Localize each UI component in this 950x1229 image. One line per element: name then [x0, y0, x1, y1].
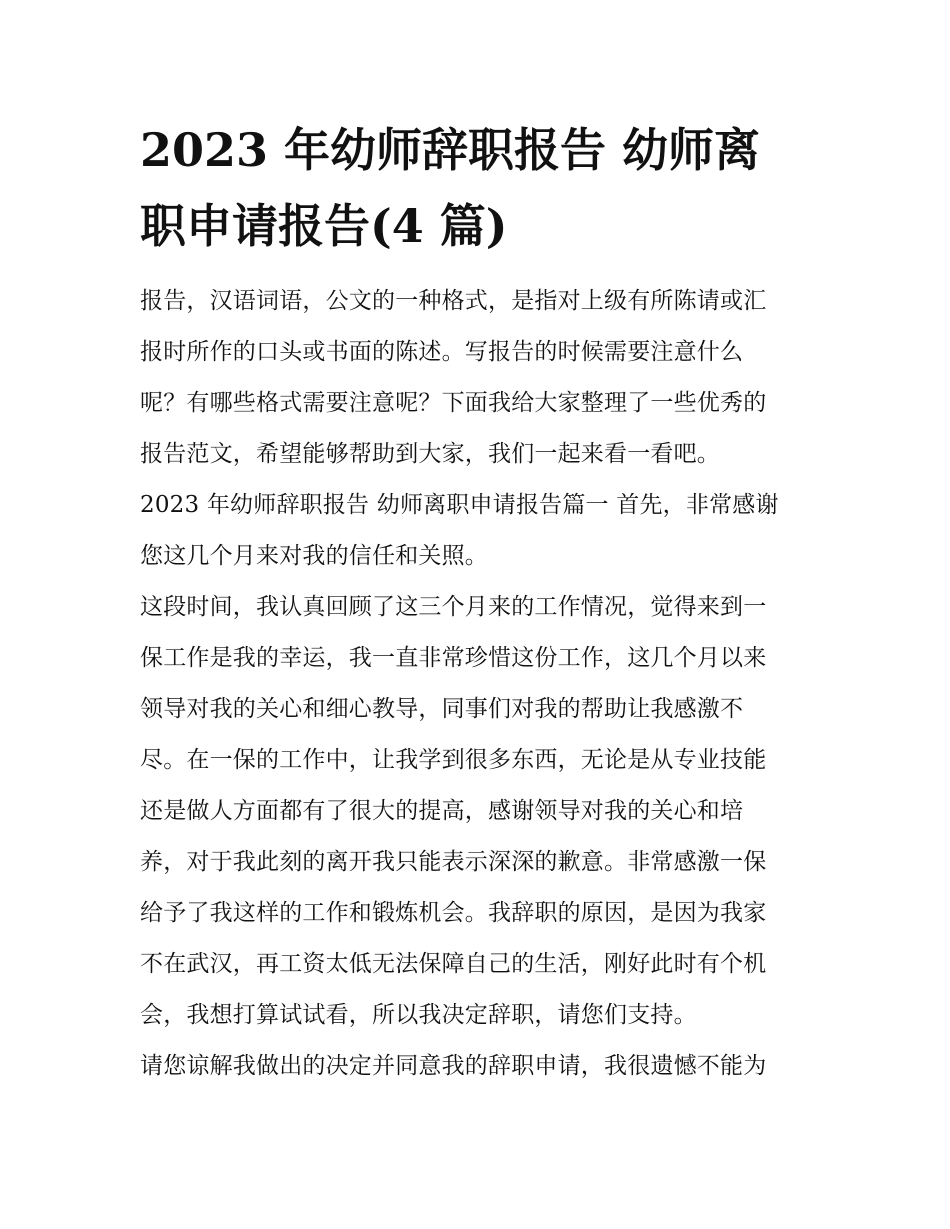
body-line: 报告，汉语词语，公文的一种格式，是指对上级有所陈请或汇 [140, 288, 767, 314]
body-line: 2023 年幼师辞职报告 幼师离职申请报告篇一 首先，非常感谢 [140, 492, 779, 518]
body-line: 这段时间，我认真回顾了这三个月来的工作情况，觉得来到一 [140, 594, 767, 620]
body-line: 不在武汉，再工资太低无法保障自己的生活，刚好此时有个机 [140, 951, 767, 977]
body-line: 给予了我这样的工作和锻炼机会。我辞职的原因，是因为我家 [140, 900, 767, 926]
body-line: 领导对我的关心和细心教导，同事们对我的帮助让我感激不 [140, 696, 744, 722]
body-line: 报告范文，希望能够帮助到大家，我们一起来看一看吧。 [140, 441, 720, 467]
body-line: 会，我想打算试试看，所以我决定辞职，请您们支持。 [140, 1002, 697, 1028]
body-line: 尽。在一保的工作中，让我学到很多东西，无论是从专业技能 [140, 747, 767, 773]
body-line: 还是做人方面都有了很大的提高，感谢领导对我的关心和培 [140, 798, 744, 824]
document-body [140, 280, 820, 1096]
title-line: 2023 年幼师辞职报告 幼师离 [140, 123, 761, 177]
title-line: 职申请报告(4 篇) [140, 199, 508, 253]
body-line: 您这几个月来对我的信任和关照。 [140, 543, 488, 569]
body-line: 保工作是我的幸运，我一直非常珍惜这份工作，这几个月以来 [140, 645, 767, 671]
document-title [140, 112, 840, 264]
body-line: 养，对于我此刻的离开我只能表示深深的歉意。非常感激一保 [140, 849, 767, 875]
body-line: 呢？有哪些格式需要注意呢？下面我给大家整理了一些优秀的 [140, 390, 767, 416]
body-line: 报时所作的口头或书面的陈述。写报告的时候需要注意什么 [140, 339, 744, 365]
body-line: 请您谅解我做出的决定并同意我的辞职申请，我很遗憾不能为 [140, 1053, 767, 1079]
